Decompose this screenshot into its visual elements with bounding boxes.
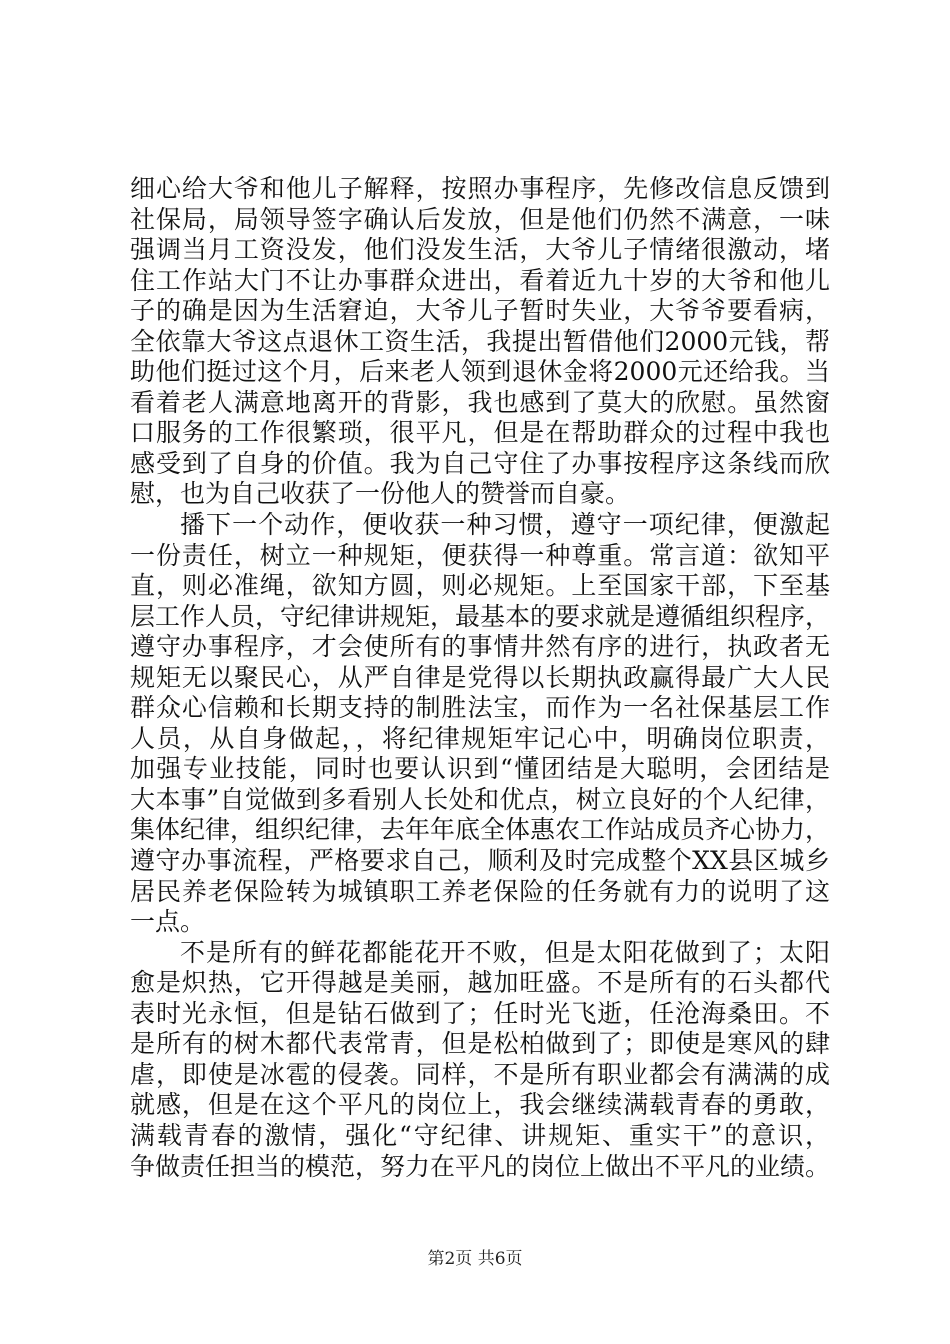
text-line: 就感，但是在这个平凡的岗位上，我会继续满载青春的勇敢，	[130, 1090, 830, 1120]
text-line: 争做责任担当的模范，努力在平凡的岗位上做出不平凡的业绩。	[130, 1151, 831, 1181]
text-line: 层工作人员，守纪律讲规矩，最基本的要求就是遵循组织程序，	[130, 601, 831, 631]
text-line: 遵守办事流程，严格要求自己，顺利及时完成整个XX县区城乡	[130, 846, 830, 876]
text-line: 慰，也为自己收获了一份他人的赞誉而自豪。	[130, 479, 631, 509]
text-line: 满载青春的激情，强化“守纪律、讲规矩、重实干”的意识，	[130, 1120, 830, 1150]
text-line: 表时光永恒，但是钻石做到了；任时光飞逝，任沧海桑田。不	[130, 998, 830, 1028]
text-line: 一份责任，树立一种规矩，便获得一种尊重。常言道：欲知平	[130, 540, 830, 570]
paragraph-1	[130, 174, 830, 510]
text-line: 细心给大爷和他儿子解释，按照办事程序，先修改信息反馈到	[130, 174, 830, 203]
text-line: 虐，即使是冰雹的侵袭。同样，不是所有职业都会有满满的成	[130, 1059, 830, 1089]
text-line: 一点。	[130, 907, 206, 937]
text-line: 规矩无以聚民心，从严自律是党得以长期执政赢得最广大人民	[130, 662, 830, 692]
text-line: 群众心信赖和长期支持的制胜法宝，而作为一名社保基层工作	[130, 693, 830, 723]
text-line: 强调当月工资没发，他们没发生活，大爷儿子情绪很激动，堵	[130, 235, 830, 265]
text-line: 愈是炽热，它开得越是美丽，越加旺盛。不是所有的石头都代	[130, 968, 830, 998]
text-line: 口服务的工作很繁琐，很平凡，但是在帮助群众的过程中我也	[130, 418, 830, 448]
text-line: 遵守办事程序，才会使所有的事情井然有序的进行，执政者无	[130, 632, 830, 662]
text-line: 大本事”自觉做到多看别人长处和优点，树立良好的个人纪律，	[130, 784, 830, 814]
text-line: 集体纪律，组织纪律，去年年底全体惠农工作站成员齐心协力，	[130, 815, 831, 845]
text-line: 不是所有的鲜花都能花开不败，但是太阳花做到了；太阳	[180, 937, 830, 967]
text-line: 是所有的树木都代表常青，但是松柏做到了；即使是寒风的肆	[130, 1029, 830, 1059]
text-line: 感受到了自身的价值。我为自己守住了办事按程序这条线而欣	[130, 448, 830, 478]
page-footer: 第2页 共6页	[427, 1249, 523, 1269]
text-line: 助他们挺过这个月，后来老人领到退休金将2000元还给我。当	[130, 357, 830, 387]
text-line: 全依靠大爷这点退休工资生活，我提出暂借他们2000元钱，帮	[130, 326, 830, 356]
text-line: 加强专业技能，同时也要认识到“懂团结是大聪明，会团结是	[130, 754, 830, 784]
text-line: 居民养老保险转为城镇职工养老保险的任务就有力的说明了这	[130, 876, 830, 906]
text-line: 住工作站大门不让办事群众进出，看着近九十岁的大爷和他儿	[130, 265, 830, 295]
text-line: 子的确是因为生活窘迫，大爷儿子暂时失业，大爷爷要看病，	[130, 296, 830, 326]
text-line: 看着老人满意地离开的背影，我也感到了莫大的欣慰。虽然窗	[130, 387, 830, 417]
text-line: 直，则必准绳，欲知方圆，则必规矩。上至国家干部，下至基	[130, 571, 830, 601]
text-line: 社保局，局领导签字确认后发放，但是他们仍然不满意，一味	[130, 204, 830, 234]
paragraph-3	[130, 938, 830, 1182]
text-line: 人员，从自身做起，，将纪律规矩牢记心中，明确岗位职责，	[130, 723, 830, 753]
paragraph-2	[130, 510, 830, 938]
document-body	[130, 174, 830, 1182]
text-line: 播下一个动作，便收获一种习惯，遵守一项纪律，便激起	[180, 510, 830, 540]
